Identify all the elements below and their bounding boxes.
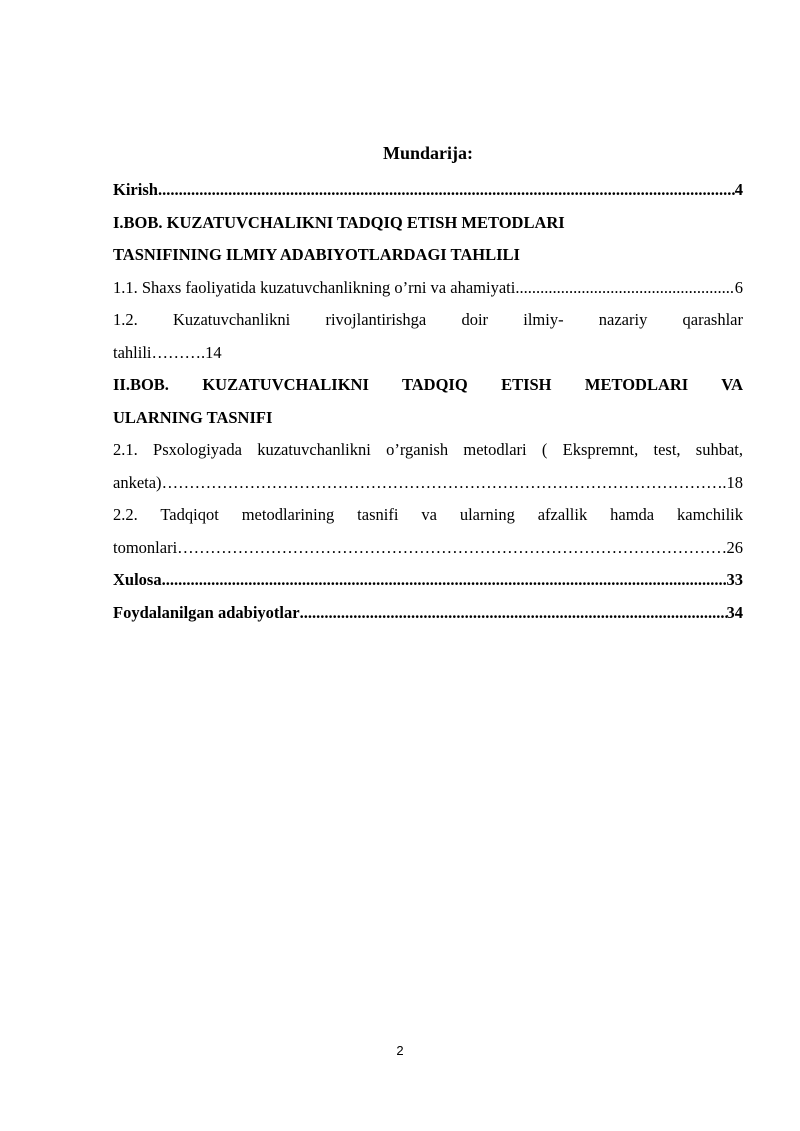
dot-leader [162,467,723,500]
toc-entry-label: 1.1. Shaxs faoliyatida kuzatuvchanlikning o’rni va ahamiyati [113,277,516,297]
toc-entry-label: Foydalanilgan adabiyotlar [113,602,300,622]
toc-entry-page: 26 [726,537,743,557]
toc-entry-page: 34 [726,602,743,622]
dot-leader [515,272,734,305]
toc-entry-2-2-line-1: 2.2. Tadqiqot metodlarining tasnifi va ularning afzallik hamda kamchilik [113,505,743,524]
toc-entry-page: 4 [734,180,743,199]
toc-entry-label: Kirish [113,180,158,199]
toc-chapter-2-line-1: II.BOB. KUZATUVCHALIKNI TADQIQ ETISH METODLARI VA [113,375,743,394]
toc-entry-2-1-line-2 [113,467,743,500]
dot-leader [300,597,727,630]
toc-entry-1-1 [113,272,743,305]
dot-leader [177,532,726,565]
toc-entry-label: Xulosa [113,570,162,589]
toc-entry-label: anketa) [113,472,162,492]
toc-entry-adabiyotlar [113,597,743,630]
toc-entry-1-2-line-1: 1.2. Kuzatuvchanlikni rivojlantirishga doir ilmiy- nazariy qarashlar [113,310,743,329]
toc-entry-page: .18 [722,472,743,492]
toc-chapter-1-line-2: TASNIFINING ILMIY ADABIYOTLARDAGI TAHLILI [113,245,520,264]
toc-entry-2-1-line-1: 2.1. Psxologiyada kuzatuvchanlikni o’rganish metodlari ( Ekspremnt, test, suhbat, [113,440,743,459]
toc-entry-2-2-line-2 [113,532,743,565]
dot-leader [158,174,735,207]
page-number: 2 [396,1043,404,1058]
toc-title: Mundarija: [383,143,473,163]
table-of-contents [113,140,743,629]
toc-entry-page: 6 [734,277,743,297]
toc-entry-xulosa [113,564,743,597]
toc-chapter-2-line-2: ULARNING TASNIFI [113,407,273,427]
toc-entry-kirish [113,174,743,207]
toc-chapter-1-line-1: I.BOB. KUZATUVCHALIKNI TADQIQ ETISH METODLARI [113,212,565,232]
toc-entry-label: tomonlari [113,537,178,557]
dot-leader [162,564,727,597]
toc-entry-1-2-line-2: tahlili……….14 [113,342,222,362]
toc-entry-page: 33 [726,570,743,589]
